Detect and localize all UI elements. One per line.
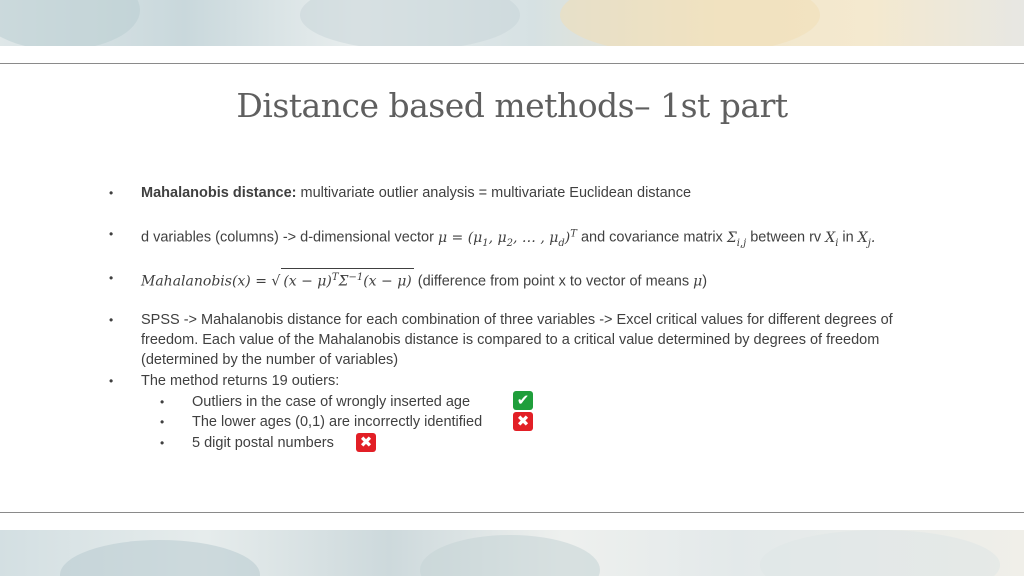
watercolor-blob [60, 540, 260, 576]
cross-icon: ✖ [356, 433, 376, 452]
sub-bullet-text: 5 digit postal numbers [192, 435, 334, 451]
sub-bullet-postal-numbers [160, 433, 334, 453]
watercolor-blob [760, 530, 1000, 576]
sub-bullet-text: Outliers in the case of wrongly inserted age [192, 394, 471, 410]
covariance-symbol: $\Sigma_{i,j}$ [726, 229, 747, 249]
formula-explanation: (difference from point x to vector of means [413, 273, 694, 290]
bullet-marker: • [160, 415, 165, 429]
mean-vector: $\mu = (\mu_1$, $\mu_2$, … , $\mu_d)^T$ [437, 228, 577, 249]
cross-icon: ✖ [513, 412, 533, 431]
bullet-marker: • [109, 186, 114, 200]
bullet-mahalanobis [109, 183, 941, 203]
bullet-marker: • [160, 395, 165, 409]
variable-xj: $X_j$. [857, 229, 876, 249]
bullet-marker: • [109, 313, 114, 327]
bullet-marker: • [160, 436, 165, 450]
formula-radicand: $(x - \mu)^T\Sigma^{-1}(x - \mu)$ [281, 268, 413, 291]
bullet-spss [109, 310, 941, 370]
bullet-formula [109, 268, 941, 292]
bullet-text: The method returns 19 outiers: [141, 373, 340, 389]
bottom-divider [0, 512, 1024, 513]
formula-lhs: Mahalanobis(x) = [141, 273, 272, 290]
mean-symbol: μ [693, 273, 703, 290]
sub-bullet-age-outliers [160, 392, 471, 412]
bullet-variables [109, 224, 941, 253]
watercolor-blob [0, 0, 140, 46]
top-decorative-band [0, 0, 1024, 46]
bullet-text-4: in [838, 229, 858, 246]
sub-bullet-text: The lower ages (0,1) are incorrectly identified [192, 414, 483, 430]
bullet-text-3: between rv [746, 229, 826, 246]
bullet-marker: • [109, 227, 114, 241]
watercolor-blob [300, 0, 520, 46]
check-icon: ✔ [513, 391, 533, 410]
bullet-text-2: and covariance matrix [576, 229, 727, 246]
slide-title: Distance based methods– 1st part [236, 86, 788, 125]
bottom-decorative-band [0, 530, 1024, 576]
sqrt-sign: √ [271, 273, 281, 290]
watercolor-blob [420, 535, 600, 576]
bullet-lead: Mahalanobis distance: [141, 185, 297, 201]
bullet-text: d variables (columns) -> d-dimensional vector [141, 229, 438, 246]
watercolor-blob [560, 0, 820, 46]
bullet-marker: • [109, 374, 114, 388]
bullet-results [109, 371, 941, 391]
formula-close: ) [702, 273, 708, 290]
bullet-text: multivariate outlier analysis = multivariate Euclidean distance [296, 185, 692, 201]
top-divider [0, 63, 1024, 64]
variable-xi: $X_i$ [825, 229, 839, 249]
bullet-marker: • [109, 271, 114, 285]
sub-bullet-lower-ages [160, 412, 483, 432]
bullet-text: SPSS -> Mahalanobis distance for each combination of three variables -> Excel critical values for different degrees of freedom. Each value of the Mahalanobis distance is compared to a critical value determined by degrees of freedom (determined by the number of variables) [141, 312, 893, 368]
